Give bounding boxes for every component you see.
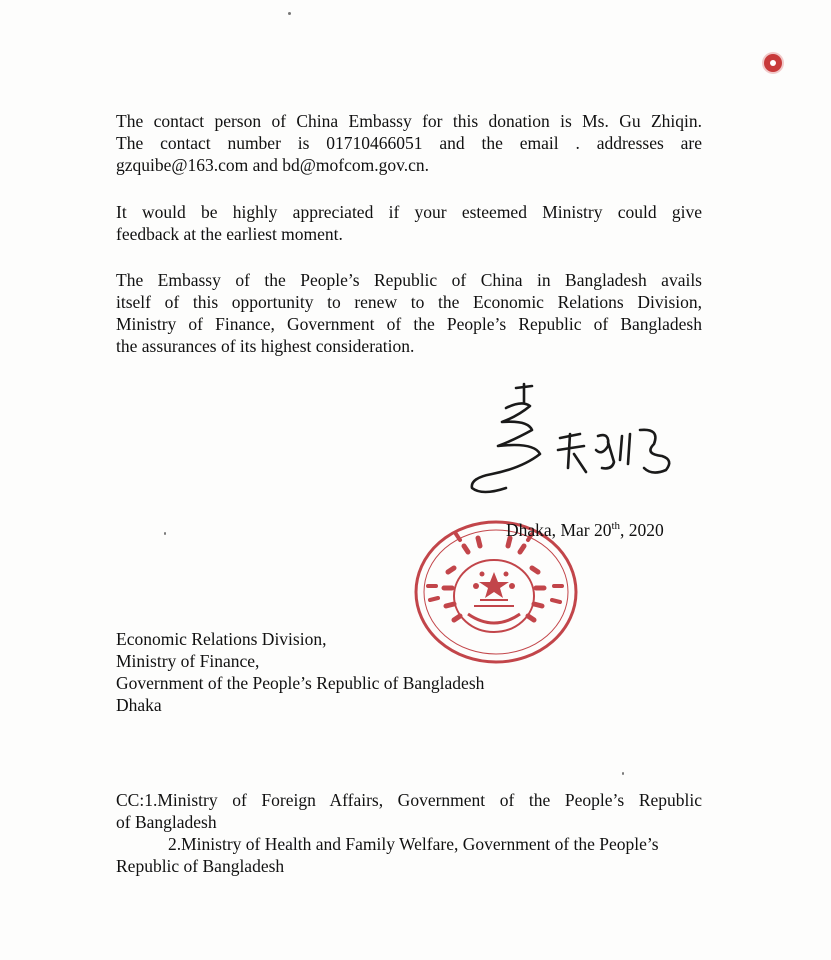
- date-place: Dhaka,: [506, 520, 557, 540]
- address-line: Economic Relations Division,: [116, 629, 327, 649]
- scan-speck: [288, 12, 291, 15]
- handwritten-signature: [462, 376, 692, 506]
- text-line: itself of this opportunity to renew to the Economic Relations Division,: [116, 292, 702, 312]
- address-line: Ministry of Finance,: [116, 651, 260, 671]
- scan-speck: [164, 532, 166, 535]
- text-line: feedback at the earliest moment.: [116, 224, 343, 244]
- text-line: The contact number is 01710466051 and the email . addresses are: [116, 133, 702, 153]
- address-line: Dhaka: [116, 695, 162, 715]
- text-line: the assurances of its highest consideration.: [116, 336, 415, 356]
- text-line: The contact person of China Embassy for this donation is Ms. Gu Zhiqin.: [116, 111, 702, 131]
- text-line: It would be highly appreciated if your esteemed Ministry could give: [116, 202, 702, 222]
- cc-line: 2.Ministry of Health and Family Welfare, Government of the People’s: [168, 834, 659, 854]
- cc-line: Republic of Bangladesh: [116, 856, 285, 876]
- cc-list: [116, 789, 702, 877]
- recipient-address: [116, 628, 484, 716]
- closing-paragraph: [116, 269, 702, 357]
- date-month-day: Mar 20: [560, 520, 612, 540]
- cc-line: CC:1.Ministry of Foreign Affairs, Government of the People’s Republic: [116, 790, 702, 810]
- document-date: [506, 519, 664, 541]
- address-line: Government of the People’s Republic of Bangladesh: [116, 673, 485, 693]
- text-line: gzquibe@163.com and bd@mofcom.gov.cn.: [116, 155, 429, 175]
- contact-paragraph: [116, 110, 702, 176]
- feedback-paragraph: [116, 201, 702, 245]
- text-line: The Embassy of the People’s Republic of China in Bangladesh avails: [116, 270, 702, 290]
- date-suffix: th: [611, 520, 621, 533]
- cc-line: of Bangladesh: [116, 812, 217, 832]
- date-year: , 2020: [620, 520, 664, 540]
- text-line: Ministry of Finance, Government of the People’s Republic of Bangladesh: [116, 314, 702, 334]
- record-indicator-icon: [764, 54, 782, 72]
- scan-speck: [622, 772, 624, 775]
